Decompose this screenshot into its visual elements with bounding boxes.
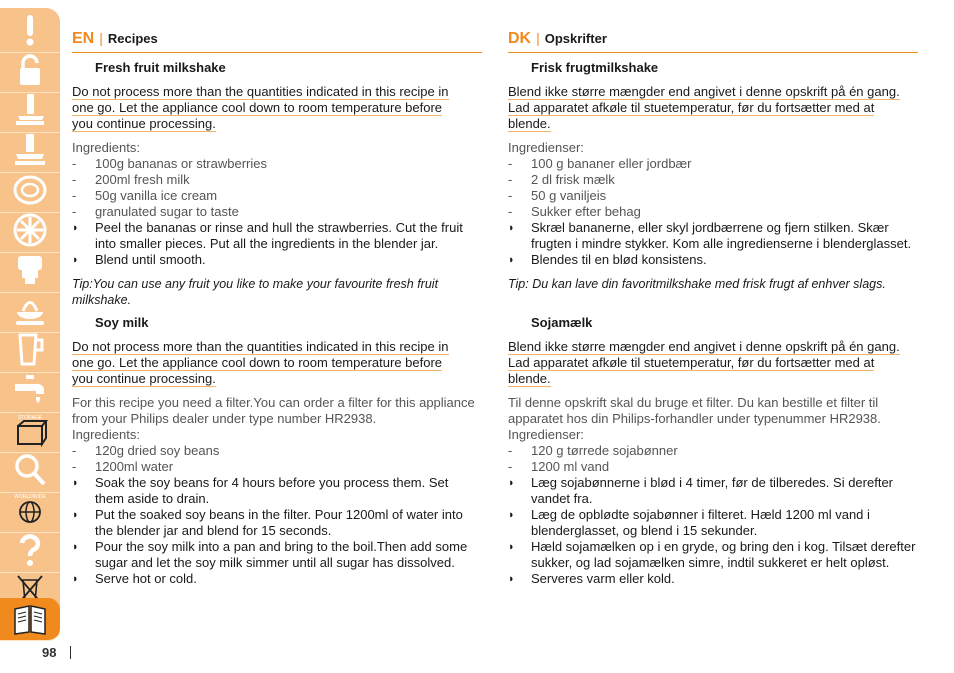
step-item: ◗ Put the soaked soy beans in the filter. Pour 1200ml of water into the blender jar and blend for 15 seconds. xyxy=(72,507,463,538)
mixer-icon[interactable] xyxy=(0,88,60,133)
jug-icon[interactable] xyxy=(0,328,60,373)
ingredient-item: - 200ml fresh milk xyxy=(72,172,190,187)
warning-line: one go. Let the appliance cool down to room temperature before xyxy=(72,355,443,370)
ingredient-item: - 100g bananas or strawberries xyxy=(72,156,267,171)
exclamation-icon[interactable] xyxy=(0,8,60,53)
step-item: ◗ Serveres varm eller kold. xyxy=(508,571,675,586)
recipe-book-icon[interactable] xyxy=(0,598,60,641)
tip-text: Tip: Du kan lave din favoritmilkshake med frisk frugt af enhver slags. xyxy=(508,277,886,291)
ingredient-item: - 2 dl frisk mælk xyxy=(508,172,615,187)
ingredient-item: - 100 g bananer eller jordbær xyxy=(508,156,692,171)
page-number: 98 xyxy=(42,645,57,660)
warning-text xyxy=(72,84,482,132)
step-item: ◗ Læg de opblødte sojabønner i filteret. Hæld 1200 ml vand i blenderglasset, og blend i 15 sekunder. xyxy=(508,507,870,538)
warning-line: Blend ikke større mængder end angivet i denne opskrift på én gang. xyxy=(508,84,900,99)
slicer-disc-icon[interactable] xyxy=(0,208,60,253)
ingredients-label: Ingredients: xyxy=(72,140,140,155)
grinder-icon[interactable] xyxy=(0,248,60,293)
warning-line: Do not process more than the quantities indicated in this recipe in xyxy=(72,339,449,354)
recipe-title: Fresh fruit milkshake xyxy=(95,60,226,75)
ingredient-item: - 50g vanilla ice cream xyxy=(72,188,218,203)
step-item: ◗ Pour the soy milk into a pan and bring to the boil.Then add some sugar and let the soy milk simmer until all sugar has dissolved. xyxy=(72,539,468,570)
ingredients-label: Ingredienser: xyxy=(508,427,584,442)
header-separator: | xyxy=(536,30,540,46)
tip-text: Tip:You can use any fruit you like to make your favourite fresh fruit milkshake. xyxy=(72,277,439,307)
ingredient-item: - 120 g tørrede sojabønner xyxy=(508,443,678,458)
warning-line: one go. Let the appliance cool down to room temperature before xyxy=(72,100,443,115)
warning-line: Lad apparatet afkøle til stuetemperatur, før du fortsætter med at xyxy=(508,100,875,115)
question-icon[interactable] xyxy=(0,528,60,573)
step-item: ◗ Blend until smooth. xyxy=(72,252,206,267)
step-item: ◗ Peel the bananas or rinse and hull the strawberries. Cut the fruit into smaller pieces. Put all the ingredients in the blender jar. xyxy=(72,220,463,251)
ingredient-item: - 1200ml water xyxy=(72,459,174,474)
header-separator: | xyxy=(99,30,103,46)
step-item: ◗ Hæld sojamælken op i en gryde, og bring den i kog. Tilsæt derefter sukker, og lad sojamælken simre, indtil sukkeret er helt opløst. xyxy=(508,539,916,570)
sidebar xyxy=(0,8,60,640)
magnifier-icon[interactable] xyxy=(0,448,60,493)
recipe-title: Soy milk xyxy=(95,315,149,330)
warning-line: blende. xyxy=(508,116,551,131)
warning-line: you continue processing. xyxy=(72,371,216,386)
intro-text: For this recipe you need a filter.You can order a filter for this appliance from your Philips dealer under type number HR2938. xyxy=(72,395,475,426)
juicer-icon[interactable] xyxy=(0,288,60,333)
ingredient-item: - Sukker efter behag xyxy=(508,204,641,219)
warning-line: Do not process more than the quantities indicated in this recipe in xyxy=(72,84,449,99)
section-header-dk xyxy=(508,30,918,53)
ingredient-item: - 50 g vaniljeis xyxy=(508,188,607,203)
disc-icon[interactable] xyxy=(0,168,60,213)
ingredient-item: - granulated sugar to taste xyxy=(72,204,239,219)
recipe-title: Sojamælk xyxy=(531,315,593,330)
ingredient-item: - 1200 ml vand xyxy=(508,459,610,474)
language-code: EN xyxy=(72,30,95,47)
ingredients-label: Ingredienser: xyxy=(508,140,584,155)
step-item: ◗ Soak the soy beans for 4 hours before you process them. Set them aside to drain. xyxy=(72,475,449,506)
warning-line: Lad apparatet afkøle til stuetemperatur, før du fortsætter med at xyxy=(508,355,875,370)
section-header-en xyxy=(72,30,482,53)
warning-text xyxy=(72,339,482,387)
world-label: WORLDWIDE xyxy=(14,494,46,500)
warning-line: Blend ikke større mængder end angivet i denne opskrift på én gang. xyxy=(508,339,900,354)
step-item: ◗ Læg sojabønnerne i blød i 4 timer, før de tilberedes. Si derefter vandet fra. xyxy=(508,475,894,506)
warning-text xyxy=(508,339,918,387)
page-number-divider xyxy=(70,646,71,659)
ingredients-label: Ingredients: xyxy=(72,427,140,442)
column-dk xyxy=(508,30,918,587)
warning-text xyxy=(508,84,918,132)
storage-label: STORAGE xyxy=(17,415,43,421)
section-title: Opskrifter xyxy=(544,31,607,46)
recipe-title: Frisk frugtmilkshake xyxy=(531,60,659,75)
warning-line: you continue processing. xyxy=(72,116,216,131)
step-item: ◗ Serve hot or cold. xyxy=(72,571,197,586)
globe-icon[interactable] xyxy=(0,488,60,533)
ingredient-item: - 120g dried soy beans xyxy=(72,443,220,458)
language-code: DK xyxy=(508,30,532,47)
step-item: ◗ Skræl bananerne, eller skyl jordbærrene og fjern stilken. Skær frugten i mindre stykker. Kom alle ingredienserne i blenderglasset. xyxy=(508,220,912,251)
mixer-stand-icon[interactable] xyxy=(0,128,60,173)
column-en xyxy=(72,30,482,587)
step-item: ◗ Blendes til en blød konsistens. xyxy=(508,252,707,267)
lock-icon[interactable] xyxy=(0,48,60,93)
intro-text: Til denne opskrift skal du bruge et filter. Du kan bestille et filter til apparatet hos din Philips-forhandler under typenummer HR2938. xyxy=(508,395,881,426)
tap-icon[interactable] xyxy=(0,368,60,413)
section-title: Recipes xyxy=(107,31,158,46)
storage-box-icon[interactable] xyxy=(0,408,60,453)
warning-line: blende. xyxy=(508,371,551,386)
